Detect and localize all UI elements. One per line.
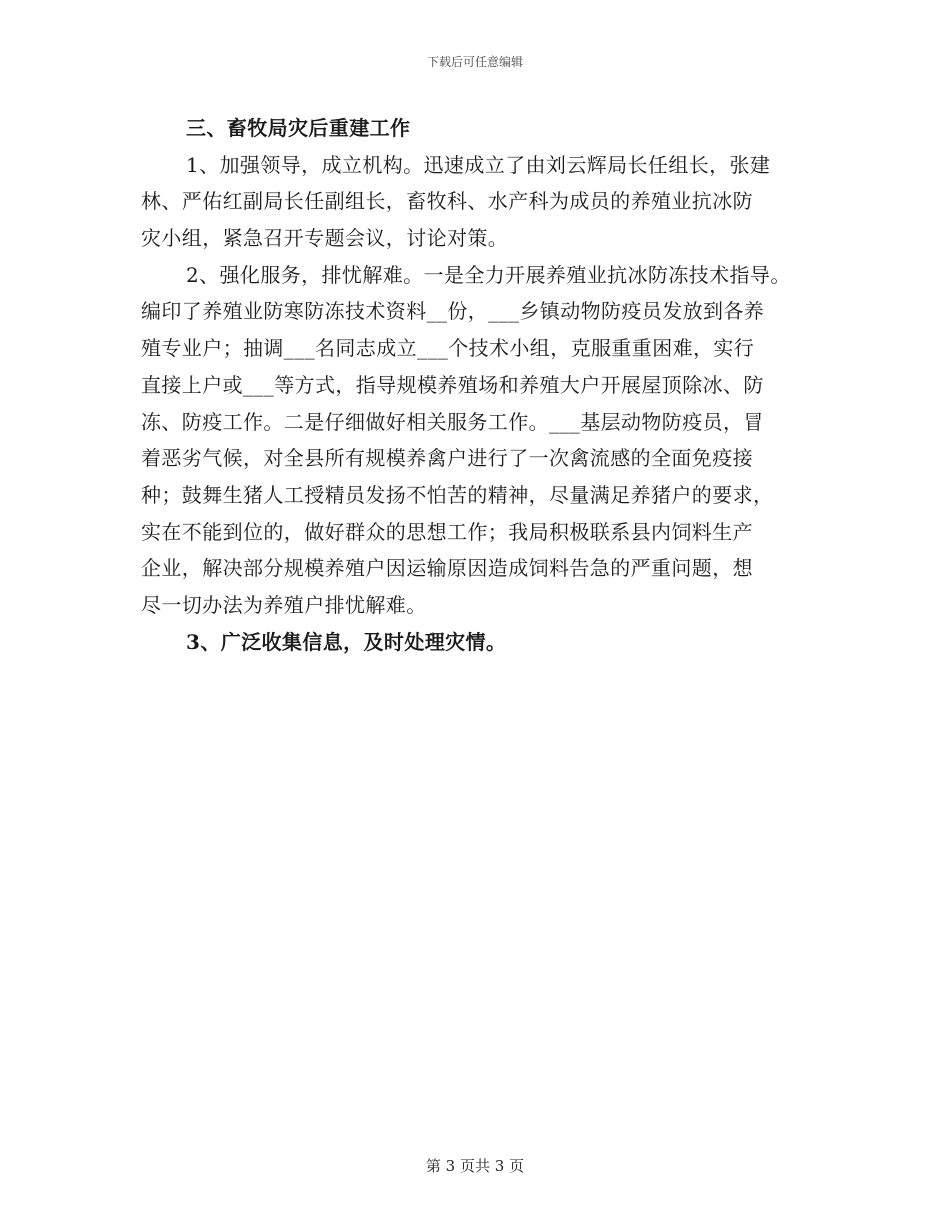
paragraph-line: 种；鼓舞生猪人工授精员发扬不怕苦的精神，尽量满足养猪户的要求， xyxy=(141,482,774,507)
document-body xyxy=(141,110,811,660)
paragraph-line: 林、严佑红副局长任副组长，畜牧科、水产科为成员的养殖业抗冰防 xyxy=(141,189,753,214)
paragraph-line: 冻、防疫工作。二是仔细做好相关服务工作。___基层动物防疫员，冒 xyxy=(141,409,764,434)
paragraph-line: 殖专业户；抽调___名同志成立___个技术小组，克服重重困难，实行 xyxy=(141,336,755,361)
paragraph-line: 灾小组，紧急召开专题会议，讨论对策。 xyxy=(141,226,509,251)
paragraph-1 xyxy=(141,147,811,257)
page-number: 第 3 页共 3 页 xyxy=(425,1157,525,1175)
section-heading: 三、畜牧局灾后重建工作 xyxy=(186,116,411,140)
paragraph-3: 3、广泛收集信息，及时处理灾情。 xyxy=(186,629,507,654)
paragraph-line: 实在不能到位的，做好群众的思想工作；我局积极联系县内饲料生产 xyxy=(141,519,753,544)
paragraph-line: 企业，解决部分规模养殖户因运输原因造成饲料告急的严重问题，想 xyxy=(141,556,753,581)
paragraph-line: 2、强化服务，排忧解难。一是全力开展养殖业抗冰防冻技术指导。 xyxy=(186,262,791,287)
paragraph-line: 着恶劣气候，对全县所有规模养禽户进行了一次禽流感的全面免疫接 xyxy=(141,446,753,471)
paragraph-2 xyxy=(141,257,811,624)
page-header-note: 下载后可任意编辑 xyxy=(426,55,523,69)
paragraph-line: 编印了养殖业防寒防冻技术资料__份，___乡镇动物防疫员发放到各养 xyxy=(141,299,765,324)
paragraph-line: 直接上户或___等方式，指导规模养殖场和养殖大户开展屋顶除冰、防 xyxy=(141,372,764,397)
paragraph-line: 尽一切办法为养殖户排忧解难。 xyxy=(141,592,427,617)
paragraph-line: 1、加强领导，成立机构。迅速成立了由刘云辉局长任组长，张建 xyxy=(186,152,771,177)
